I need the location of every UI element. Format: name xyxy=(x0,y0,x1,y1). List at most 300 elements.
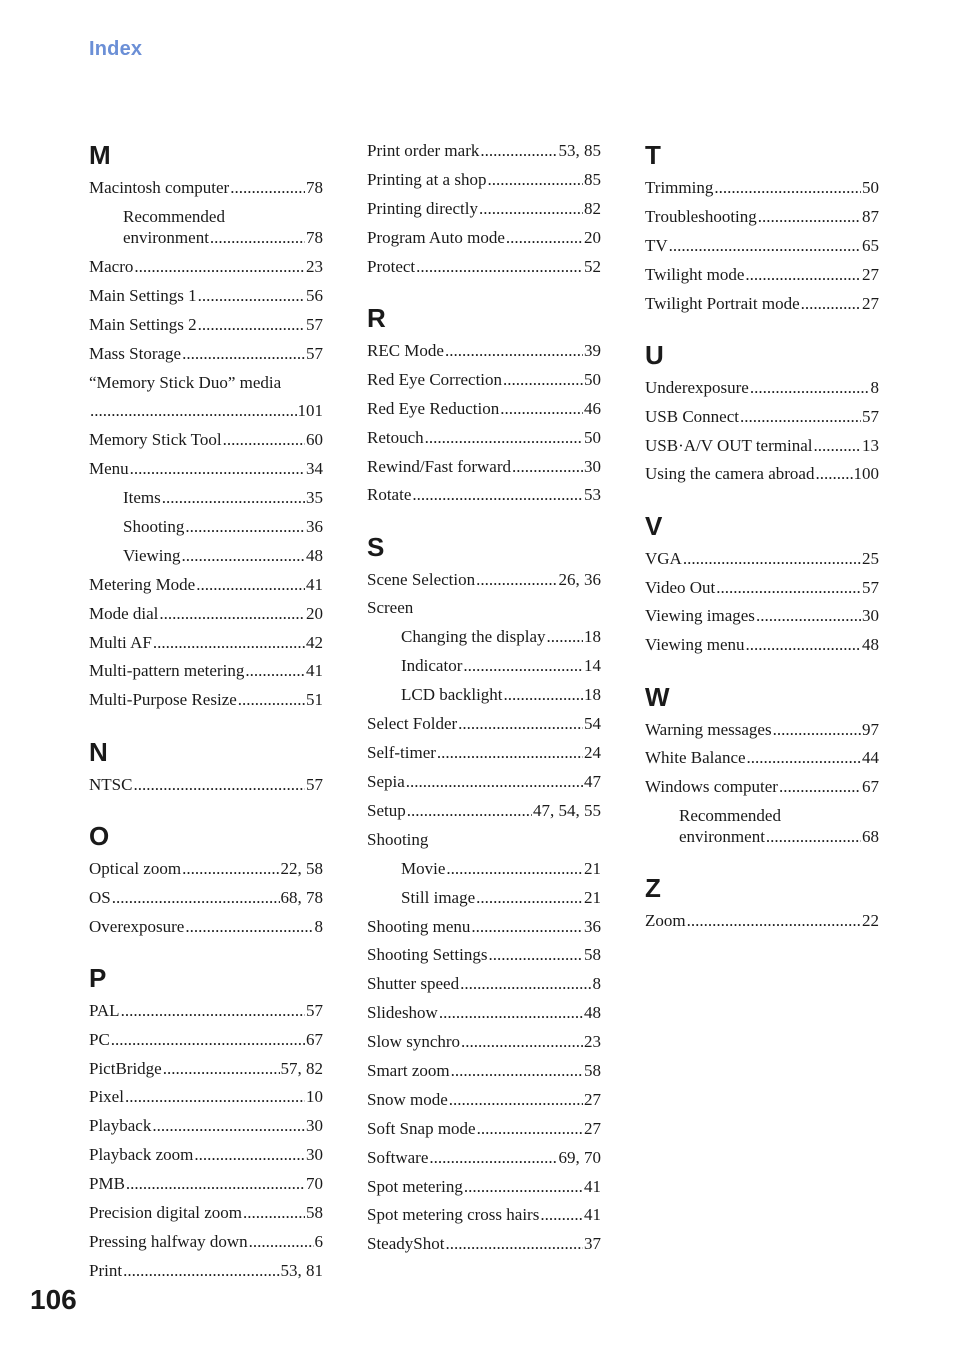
dot-leader xyxy=(196,574,305,596)
dot-leader xyxy=(407,800,532,822)
index-page-ref: 56 xyxy=(306,286,323,305)
index-entry xyxy=(367,944,601,966)
index-term: Multi AF xyxy=(89,633,152,652)
index-entry xyxy=(89,429,323,451)
index-entry xyxy=(645,206,879,228)
index-entry xyxy=(89,887,323,909)
dot-leader xyxy=(185,916,313,938)
index-entry xyxy=(367,1089,601,1111)
dot-leader xyxy=(159,603,305,625)
dot-leader xyxy=(210,227,305,249)
index-entry xyxy=(89,1202,323,1224)
index-page-ref: 42 xyxy=(306,633,323,652)
index-term: Pressing halfway down xyxy=(89,1232,248,1251)
index-page-ref: 57 xyxy=(306,315,323,334)
index-entry xyxy=(367,340,601,362)
index-page-ref: 22, 58 xyxy=(280,859,323,878)
index-page-ref: 50 xyxy=(584,428,601,447)
index-term: Twilight Portrait mode xyxy=(645,294,800,313)
dot-leader xyxy=(479,198,583,220)
index-term: USB·A/V OUT terminal xyxy=(645,436,813,455)
section-letter: T xyxy=(645,140,661,170)
index-page-ref: 57 xyxy=(862,407,879,426)
index-page-ref: 10 xyxy=(306,1087,323,1106)
index-page-ref: 30 xyxy=(584,457,601,476)
index-term: Software xyxy=(367,1148,429,1167)
index-term: Shooting Settings xyxy=(367,945,488,964)
dot-leader xyxy=(90,400,297,422)
index-page-ref: 50 xyxy=(584,370,601,389)
index-entry xyxy=(367,227,601,249)
dot-leader xyxy=(480,140,557,162)
index-page-ref: 37 xyxy=(584,1234,601,1253)
index-term: Select Folder xyxy=(367,714,458,733)
dot-leader xyxy=(477,1118,583,1140)
index-term: Snow mode xyxy=(367,1090,448,1109)
index-entry xyxy=(89,1000,323,1022)
index-term: TV xyxy=(645,236,668,255)
section-letter: O xyxy=(89,821,110,851)
index-entry xyxy=(89,343,323,365)
index-heading-term: Screen xyxy=(367,598,414,617)
dot-leader xyxy=(123,1260,279,1282)
index-term: PC xyxy=(89,1030,110,1049)
dot-leader xyxy=(243,1202,305,1224)
index-entry xyxy=(89,774,323,796)
index-term: Menu xyxy=(89,459,129,478)
index-term: Mode dial xyxy=(89,604,159,623)
index-entry xyxy=(367,1233,601,1255)
index-entry xyxy=(367,655,601,677)
index-entry xyxy=(367,1031,601,1053)
index-term: PMB xyxy=(89,1174,125,1193)
index-page-ref: 41 xyxy=(584,1205,601,1224)
index-page-ref: 27 xyxy=(862,265,879,284)
dot-leader xyxy=(683,548,861,570)
dot-leader xyxy=(111,1029,305,1051)
dot-leader xyxy=(125,1086,305,1108)
index-term: Spot metering xyxy=(367,1177,463,1196)
index-page-ref: 48 xyxy=(584,1003,601,1022)
index-page-ref: 48 xyxy=(862,635,879,654)
index-term: Slow synchro xyxy=(367,1032,461,1051)
index-page-ref: 47 xyxy=(584,772,601,791)
index-entry xyxy=(367,916,601,938)
index-entry xyxy=(89,1086,323,1108)
index-term: SteadyShot xyxy=(367,1234,445,1253)
dot-leader xyxy=(779,776,861,798)
index-entry xyxy=(367,256,601,278)
index-page-ref: 69, 70 xyxy=(558,1148,601,1167)
index-term: Setup xyxy=(367,801,406,820)
dot-leader xyxy=(162,487,305,509)
index-term: Metering Mode xyxy=(89,575,196,594)
dot-leader xyxy=(801,293,861,315)
index-entry xyxy=(367,369,601,391)
index-entry xyxy=(89,632,323,654)
index-entry xyxy=(645,577,879,599)
index-term: Viewing xyxy=(123,546,181,565)
index-page-ref: 27 xyxy=(584,1119,601,1138)
index-term: Windows computer xyxy=(645,777,778,796)
index-entry xyxy=(645,463,879,485)
index-page-ref: 47, 54, 55 xyxy=(533,801,601,820)
index-entry xyxy=(645,406,879,428)
index-term: Warning messages xyxy=(645,720,772,739)
dot-leader xyxy=(249,1231,314,1253)
dot-leader xyxy=(425,427,583,449)
dot-leader xyxy=(126,1173,305,1195)
index-page-ref: 53, 81 xyxy=(280,1261,323,1280)
dot-leader xyxy=(153,632,305,654)
dot-leader xyxy=(134,256,305,278)
index-term: Soft Snap mode xyxy=(367,1119,476,1138)
index-entry xyxy=(89,516,323,538)
dot-leader xyxy=(747,747,861,769)
section-letter: R xyxy=(367,303,386,333)
index-page-ref: 30 xyxy=(306,1145,323,1164)
index-term: Changing the display xyxy=(401,627,546,646)
dot-leader xyxy=(750,377,870,399)
index-term: Shutter speed xyxy=(367,974,460,993)
section-letter: M xyxy=(89,140,111,170)
index-page-ref: 23 xyxy=(306,257,323,276)
index-entry xyxy=(89,916,323,938)
dot-leader xyxy=(194,1144,305,1166)
index-page-ref: 57 xyxy=(306,1001,323,1020)
index-page-ref: 87 xyxy=(862,207,879,226)
index-entry xyxy=(367,1002,601,1024)
index-term: Troubleshooting xyxy=(645,207,757,226)
index-term: Memory Stick Tool xyxy=(89,430,222,449)
index-page-ref: 70 xyxy=(306,1174,323,1193)
index-entry xyxy=(89,227,323,249)
index-page-ref: 27 xyxy=(862,294,879,313)
dot-leader xyxy=(182,545,305,567)
index-term: Viewing images xyxy=(645,606,755,625)
index-entry xyxy=(89,256,323,278)
index-term: Using the camera abroad xyxy=(645,464,815,483)
dot-leader xyxy=(669,235,861,257)
index-entry xyxy=(645,235,879,257)
index-page-ref: 25 xyxy=(862,549,879,568)
index-entry xyxy=(645,548,879,570)
index-entry xyxy=(89,1260,323,1282)
dot-leader xyxy=(746,634,861,656)
index-term: Printing directly xyxy=(367,199,478,218)
index-page-ref: 68, 78 xyxy=(280,888,323,907)
dot-leader xyxy=(687,910,861,932)
index-heading-term: Shooting xyxy=(367,830,429,849)
index-page-ref: 24 xyxy=(584,743,601,762)
index-entry xyxy=(645,826,879,848)
dot-leader xyxy=(546,626,583,648)
index-term: Video Out xyxy=(645,578,716,597)
index-page-ref: 30 xyxy=(306,1116,323,1135)
index-entry xyxy=(367,140,601,162)
index-term: Shooting xyxy=(123,517,185,536)
dot-leader xyxy=(185,516,305,538)
index-entry xyxy=(367,684,601,706)
index-term: Trimming xyxy=(645,178,714,197)
index-term: VGA xyxy=(645,549,682,568)
dot-leader xyxy=(487,169,583,191)
index-page-ref: 85 xyxy=(584,170,601,189)
dot-leader xyxy=(446,858,583,880)
index-term: Multi-pattern metering xyxy=(89,661,245,680)
index-entry xyxy=(367,1118,601,1140)
index-page-ref: 21 xyxy=(584,888,601,907)
dot-leader xyxy=(504,684,583,706)
dot-leader xyxy=(460,973,591,995)
index-page-ref: 68 xyxy=(862,827,879,846)
dot-leader xyxy=(506,227,583,249)
index-page-ref: 57 xyxy=(306,775,323,794)
index-term: Zoom xyxy=(645,911,686,930)
dot-leader xyxy=(182,343,305,365)
dot-leader xyxy=(503,369,583,391)
index-entry xyxy=(367,713,601,735)
index-term: environment xyxy=(123,228,209,247)
index-entry xyxy=(89,1029,323,1051)
dot-leader xyxy=(773,719,861,741)
dot-leader xyxy=(437,742,583,764)
index-entry xyxy=(367,1147,601,1169)
index-term: OS xyxy=(89,888,111,907)
dot-leader xyxy=(112,887,280,909)
dot-leader xyxy=(130,458,305,480)
index-term: Macintosh computer xyxy=(89,178,230,197)
index-entry xyxy=(645,747,879,769)
index-page-ref: 97 xyxy=(862,720,879,739)
index-entry xyxy=(89,487,323,509)
index-entry xyxy=(89,400,323,422)
index-entry xyxy=(645,910,879,932)
index-entry xyxy=(367,626,601,648)
dot-leader xyxy=(815,463,852,485)
index-page-ref: 58 xyxy=(584,1061,601,1080)
index-term: Print xyxy=(89,1261,123,1280)
index-term: Printing at a shop xyxy=(367,170,487,189)
dot-leader xyxy=(756,605,861,627)
index-entry xyxy=(645,776,879,798)
index-page-ref: 13 xyxy=(862,436,879,455)
index-page-ref: 8 xyxy=(314,917,323,936)
index-page-ref: 8 xyxy=(592,974,601,993)
dot-leader xyxy=(198,285,305,307)
index-term: Print order mark xyxy=(367,141,480,160)
section-letter: N xyxy=(89,737,108,767)
index-page-ref: 41 xyxy=(584,1177,601,1196)
index-page-ref: 60 xyxy=(306,430,323,449)
index-entry xyxy=(367,398,601,420)
index-term: Overexposure xyxy=(89,917,185,936)
index-page-ref: 36 xyxy=(306,517,323,536)
dot-leader xyxy=(476,887,583,909)
dot-leader xyxy=(471,916,583,938)
index-term: Self-timer xyxy=(367,743,436,762)
dot-leader xyxy=(121,1000,305,1022)
index-term: White Balance xyxy=(645,748,746,767)
index-entry xyxy=(367,456,601,478)
index-page-ref: 57 xyxy=(306,344,323,363)
index-term: Macro xyxy=(89,257,134,276)
index-entry xyxy=(89,574,323,596)
index-term: Main Settings 2 xyxy=(89,315,197,334)
index-entry xyxy=(89,689,323,711)
index-entry xyxy=(645,435,879,457)
index-term: Pixel xyxy=(89,1087,124,1106)
dot-leader xyxy=(439,1002,583,1024)
index-entry xyxy=(89,1231,323,1253)
index-page-ref: 100 xyxy=(853,464,879,483)
index-page-ref: 39 xyxy=(584,341,601,360)
index-page-ref: 57, 82 xyxy=(280,1059,323,1078)
index-page-ref: 67 xyxy=(306,1030,323,1049)
index-term: Rotate xyxy=(367,485,412,504)
index-page-ref: 53, 85 xyxy=(558,141,601,160)
index-page-ref: 82 xyxy=(584,199,601,218)
index-entry xyxy=(367,973,601,995)
section-letter: V xyxy=(645,511,663,541)
dot-leader xyxy=(766,826,861,848)
index-page-ref: 44 xyxy=(862,748,879,767)
index-page-ref: 52 xyxy=(584,257,601,276)
index-term: Still image xyxy=(401,888,476,907)
index-term: Twilight mode xyxy=(645,265,745,284)
index-entry xyxy=(645,293,879,315)
index-page-ref: 18 xyxy=(584,685,601,704)
index-term: Red Eye Correction xyxy=(367,370,503,389)
index-term: Sepia xyxy=(367,772,405,791)
index-entry xyxy=(367,1204,601,1226)
index-term: Multi-Purpose Resize xyxy=(89,690,237,709)
dot-leader xyxy=(198,314,305,336)
section-letter: W xyxy=(645,682,670,712)
dot-leader xyxy=(133,774,305,796)
index-entry xyxy=(367,742,601,764)
index-page-ref: 50 xyxy=(862,178,879,197)
index-term: LCD backlight xyxy=(401,685,503,704)
index-term: PictBridge xyxy=(89,1059,162,1078)
index-entry xyxy=(645,634,879,656)
dot-leader xyxy=(716,577,861,599)
dot-leader xyxy=(406,771,583,793)
index-entry xyxy=(89,603,323,625)
index-entry xyxy=(89,314,323,336)
index-page-ref: 23 xyxy=(584,1032,601,1051)
index-page-ref: 58 xyxy=(584,945,601,964)
section-letter: P xyxy=(89,963,107,993)
dot-leader xyxy=(445,340,583,362)
index-term: PAL xyxy=(89,1001,120,1020)
index-page-ref: 20 xyxy=(584,228,601,247)
dot-leader xyxy=(488,944,583,966)
index-entry xyxy=(89,458,323,480)
dot-leader xyxy=(476,569,557,591)
index-term: Playback xyxy=(89,1116,152,1135)
index-page-ref: 54 xyxy=(584,714,601,733)
dot-leader xyxy=(740,406,861,428)
dot-leader xyxy=(230,177,305,199)
index-term: Retouch xyxy=(367,428,424,447)
index-page-ref: 27 xyxy=(584,1090,601,1109)
section-letter: Z xyxy=(645,873,661,903)
index-entry xyxy=(645,264,879,286)
dot-leader xyxy=(458,713,583,735)
index-heading-term: “Memory Stick Duo” media xyxy=(89,373,282,392)
index-page-ref: 18 xyxy=(584,627,601,646)
dot-leader xyxy=(238,689,305,711)
index-term: Viewing menu xyxy=(645,635,745,654)
index-page-ref: 41 xyxy=(306,661,323,680)
index-page-ref: 53 xyxy=(584,485,601,504)
index-page-ref: 20 xyxy=(306,604,323,623)
index-entry xyxy=(89,1058,323,1080)
index-entry xyxy=(89,858,323,880)
index-entry xyxy=(367,1060,601,1082)
index-entry xyxy=(89,660,323,682)
index-term: Items xyxy=(123,488,161,507)
index-entry xyxy=(367,484,601,506)
index-heading-term: Recommended xyxy=(123,207,225,226)
index-page-ref: 8 xyxy=(870,378,879,397)
index-term: Movie xyxy=(401,859,446,878)
index-page-ref: 26, 36 xyxy=(558,570,601,589)
index-entry xyxy=(367,569,601,591)
index-term: Slideshow xyxy=(367,1003,438,1022)
index-entry xyxy=(367,198,601,220)
index-page-ref: 41 xyxy=(306,575,323,594)
index-entry xyxy=(645,719,879,741)
index-entry xyxy=(89,177,323,199)
index-entry xyxy=(89,285,323,307)
index-heading-term: Recommended xyxy=(679,806,781,825)
dot-leader xyxy=(714,177,861,199)
index-page-ref: 34 xyxy=(306,459,323,478)
section-letter: U xyxy=(645,340,664,370)
index-page-ref: 30 xyxy=(862,606,879,625)
dot-leader xyxy=(449,1089,583,1111)
index-page-ref: 78 xyxy=(306,178,323,197)
index-entry xyxy=(367,169,601,191)
dot-leader xyxy=(416,256,583,278)
index-page-ref: 46 xyxy=(584,399,601,418)
dot-leader xyxy=(182,858,279,880)
dot-leader xyxy=(461,1031,583,1053)
index-entry xyxy=(367,858,601,880)
dot-leader xyxy=(163,1058,280,1080)
index-entry xyxy=(89,1144,323,1166)
index-entry xyxy=(367,800,601,822)
page-number: 106 xyxy=(30,1284,77,1315)
dot-leader xyxy=(745,264,861,286)
index-page-ref: 51 xyxy=(306,690,323,709)
index-term: Optical zoom xyxy=(89,859,182,878)
index-entry xyxy=(367,1176,601,1198)
index-entry xyxy=(367,771,601,793)
index-page-ref: 6 xyxy=(314,1232,323,1251)
index-page-ref: 101 xyxy=(297,401,323,420)
dot-leader xyxy=(152,1115,305,1137)
dot-leader xyxy=(445,1233,583,1255)
index-term: Indicator xyxy=(401,656,463,675)
index-term: Precision digital zoom xyxy=(89,1203,242,1222)
index-page-ref: 48 xyxy=(306,546,323,565)
index-page-ref: 58 xyxy=(306,1203,323,1222)
index-term: NTSC xyxy=(89,775,133,794)
index-term: USB Connect xyxy=(645,407,739,426)
